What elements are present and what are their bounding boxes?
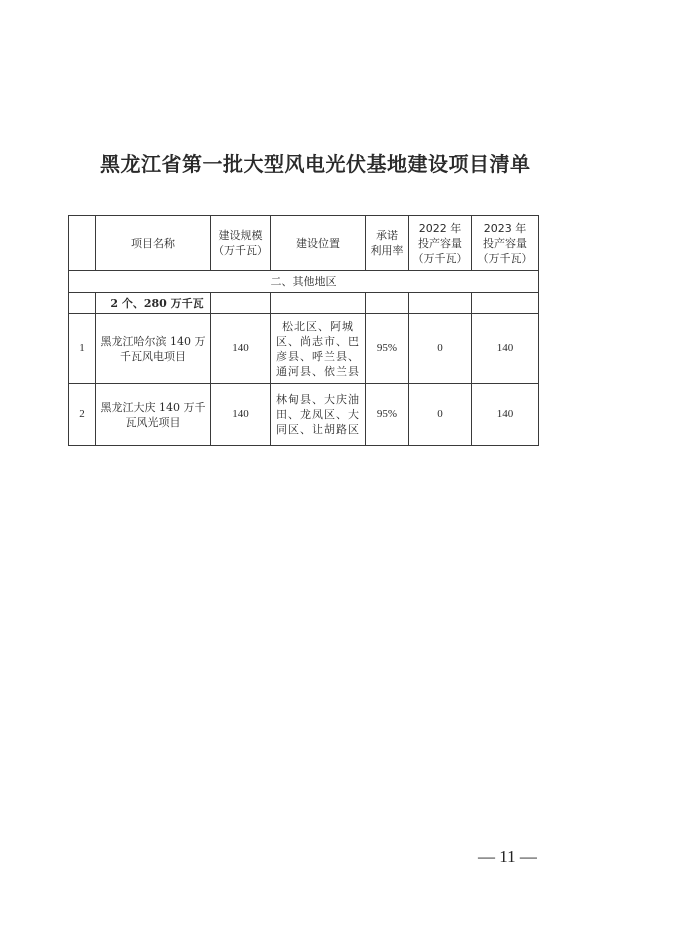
subtotal-scale xyxy=(211,293,271,314)
header-utilization xyxy=(366,216,409,271)
header-location: 建设位置 xyxy=(271,216,366,271)
row-index: 1 xyxy=(69,314,96,384)
row-capacity-2023: 140 xyxy=(472,384,539,446)
row-scale: 140 xyxy=(211,314,271,384)
header-capacity-2023 xyxy=(472,216,539,271)
section-row xyxy=(69,271,539,293)
subtotal-location xyxy=(271,293,366,314)
row-index: 2 xyxy=(69,384,96,446)
header-index xyxy=(69,216,96,271)
page-number: — 11 — xyxy=(478,847,537,866)
header-utilization-line2: 利用率 xyxy=(370,244,404,257)
row-location: 林甸县、大庆油田、龙凤区、大同区、让胡路区 xyxy=(271,384,366,446)
row-project-name: 黑龙江大庆 140 万千瓦风光项目 xyxy=(96,384,211,446)
header-cap2023-line1: 2023 年 xyxy=(483,221,527,235)
header-scale-line2: （万千瓦） xyxy=(213,244,268,257)
row-capacity-2022: 0 xyxy=(409,314,472,384)
table-row xyxy=(69,314,539,384)
row-utilization: 95% xyxy=(366,384,409,446)
row-utilization: 95% xyxy=(366,314,409,384)
row-capacity-2022: 0 xyxy=(409,384,472,446)
subtotal-utilization xyxy=(366,293,409,314)
header-scale-line1: 建设规模 xyxy=(218,229,263,242)
header-cap2023-line2: 投产容量 xyxy=(483,236,527,250)
header-cap2022-line2: 投产容量 xyxy=(418,236,462,250)
header-cap2023-line3: （万千瓦） xyxy=(477,251,533,265)
header-scale xyxy=(211,216,271,271)
table-header-row xyxy=(69,216,539,271)
header-utilization-line1: 承诺 xyxy=(376,229,398,242)
header-project-name: 项目名称 xyxy=(96,216,211,271)
row-scale: 140 xyxy=(211,384,271,446)
header-cap2022-line3: （万千瓦） xyxy=(412,251,468,265)
row-capacity-2023: 140 xyxy=(472,314,539,384)
document-title: 黑龙江省第一批大型风电光伏基地建设项目清单 xyxy=(100,152,531,176)
table-row xyxy=(69,384,539,446)
subtotal-label: 2 个、280 万千瓦 xyxy=(96,293,211,314)
row-project-name: 黑龙江哈尔滨 140 万千瓦风电项目 xyxy=(96,314,211,384)
row-location: 松北区、阿城区、尚志市、巴彦县、呼兰县、通河县、依兰县 xyxy=(271,314,366,384)
subtotal-row xyxy=(69,293,539,314)
header-cap2022-line1: 2022 年 xyxy=(418,221,462,235)
section-label: 二、其他地区 xyxy=(69,271,539,293)
subtotal-cap2023 xyxy=(472,293,539,314)
subtotal-index xyxy=(69,293,96,314)
subtotal-cap2022 xyxy=(409,293,472,314)
header-capacity-2022 xyxy=(409,216,472,271)
project-list-table xyxy=(68,215,539,446)
